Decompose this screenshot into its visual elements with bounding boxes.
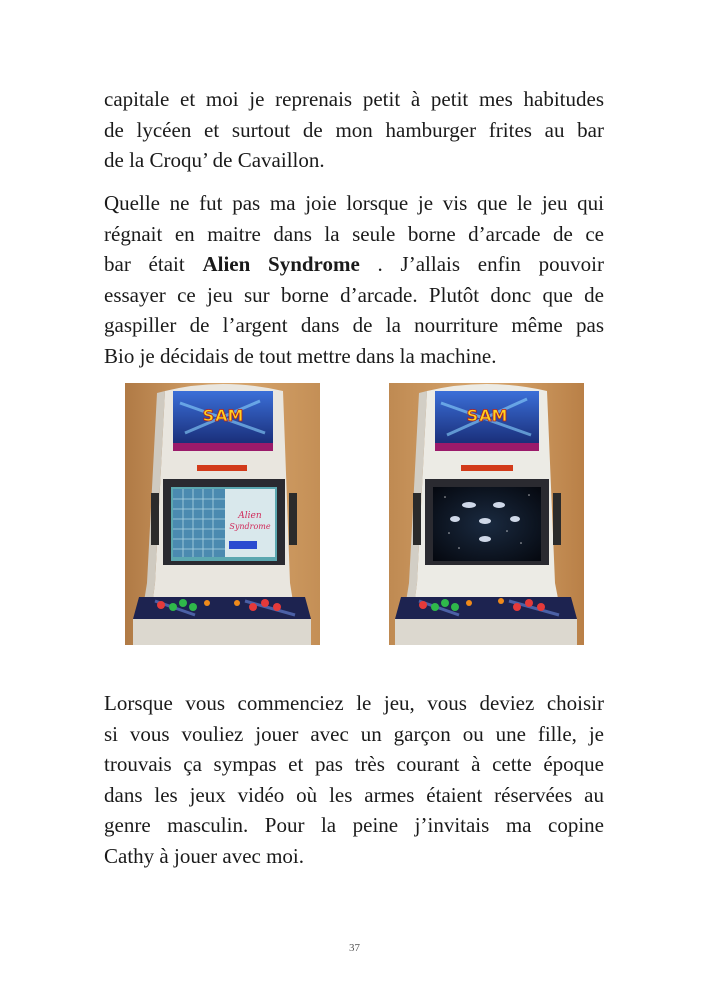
paragraph-line: Quelle ne fut pas ma joie lorsque je vis que le jeu qui <box>104 191 604 215</box>
arcade-photo-right <box>389 383 584 645</box>
paragraph-line-with-title <box>104 249 604 280</box>
screen-game-title: Alien <box>238 511 262 521</box>
paragraph-line: capitale et moi je reprenais petit à petit mes habitudes <box>104 87 604 111</box>
arcade-photo-left <box>125 383 320 645</box>
paragraph-line: de la Croqu’ de Cavaillon. <box>104 148 325 172</box>
paragraph-line: si vous vouliez jouer avec un garçon ou une fille, je <box>104 721 604 746</box>
paragraph-line: Bio je décidais de tout mettre dans la machine. <box>104 343 497 368</box>
paragraph-line: trouvais ça sympas et pas très courant à cette époque <box>104 752 604 776</box>
page-number: 37 <box>349 942 360 954</box>
paragraph-3 <box>104 688 604 871</box>
paragraph-line: Lorsque vous commenciez le jeu, vous deviez choisir <box>104 691 604 715</box>
paragraph-1 <box>104 84 604 176</box>
paragraph-line: Cathy à jouer avec moi. <box>104 843 305 868</box>
paragraph-line: essayer ce jeu sur borne d’arcade. Plutôt donc que de <box>104 282 604 307</box>
svg-text:Syndrome: Syndrome <box>229 522 271 531</box>
arcade-cabinet-illustration <box>389 383 584 645</box>
marquee-logo: SAM <box>466 406 508 425</box>
paragraph-line: gaspiller de l’argent dans de la nourriture même pas <box>104 313 604 337</box>
marquee-logo: SAM <box>202 406 244 425</box>
paragraph-line: de lycéen et surtout de mon hamburger frites au bar <box>104 117 604 142</box>
text-fragment: . J’allais enfin pouvoir <box>359 252 604 276</box>
arcade-cabinet-illustration <box>125 383 320 645</box>
paragraph-line: régnait en maitre dans la seule borne d’arcade de ce <box>104 221 604 246</box>
text-fragment: bar était <box>104 252 203 276</box>
game-title: Alien Syndrome <box>202 252 360 276</box>
paragraph-line: dans les jeux vidéo où les armes étaient réservées au <box>104 782 604 807</box>
paragraph-line: genre masculin. Pour la peine j’invitais ma copine <box>104 813 604 837</box>
paragraph-2 <box>104 188 604 371</box>
